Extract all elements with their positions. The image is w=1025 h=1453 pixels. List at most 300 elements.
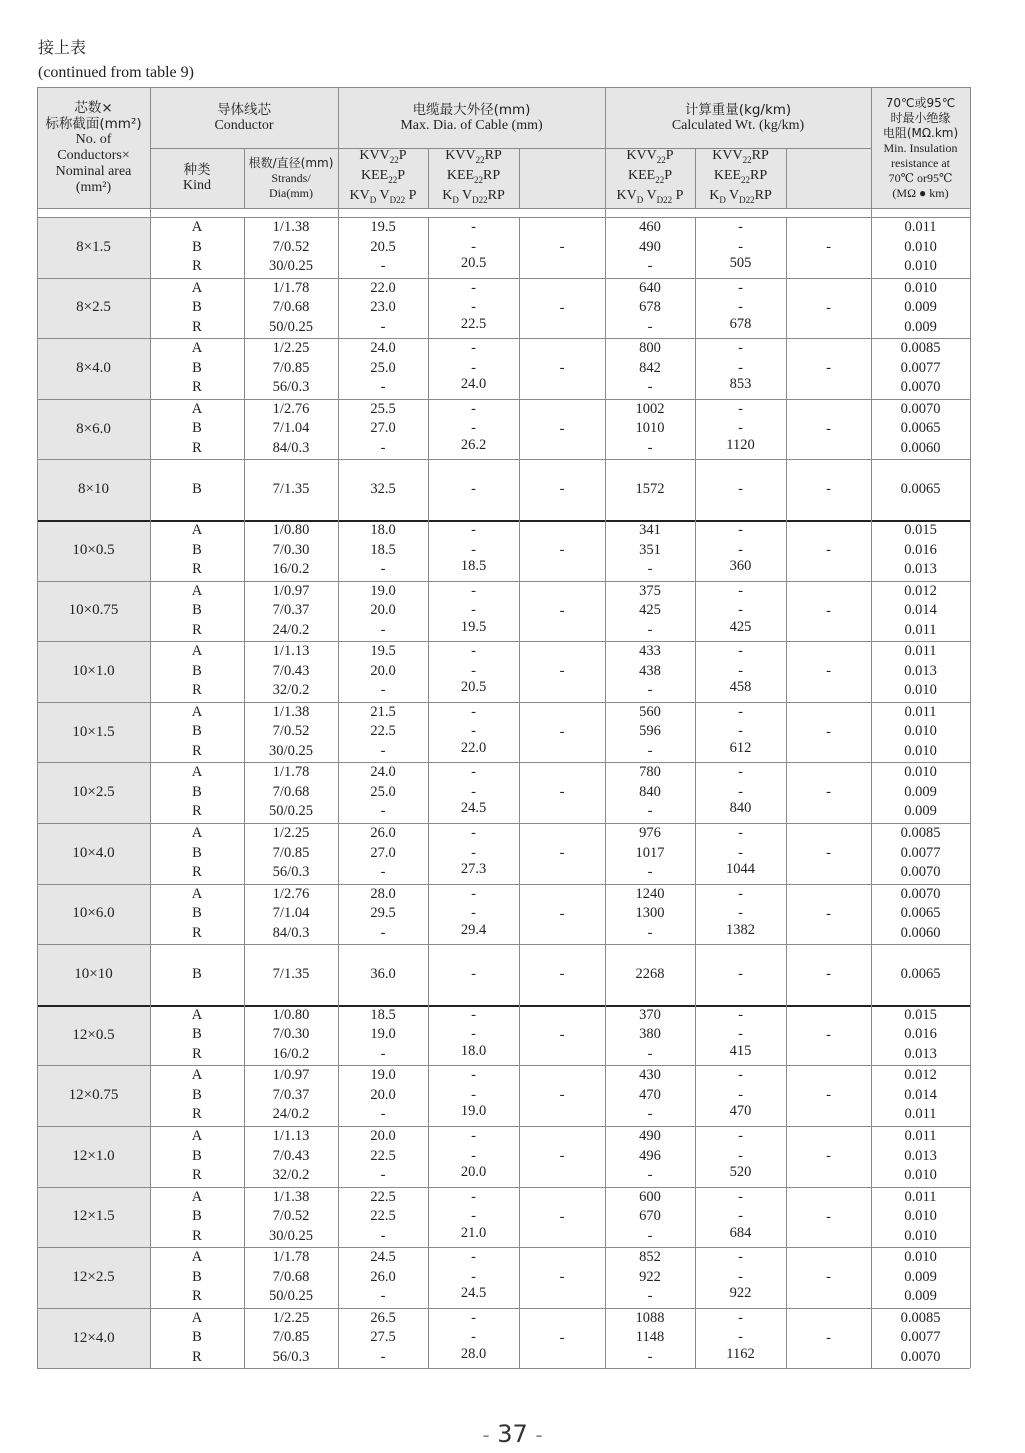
diameter-rp-value: - xyxy=(471,844,476,861)
diameter-extra-value: - xyxy=(559,966,565,983)
strands-value: 7/0.52 xyxy=(272,1208,310,1225)
diameter-p-value: - xyxy=(380,379,386,396)
kind-value: R xyxy=(192,682,202,699)
header-sub-divider xyxy=(150,148,871,149)
strands-value: 1/2.25 xyxy=(272,340,310,357)
weight-extra-value: - xyxy=(826,542,831,558)
row-divider xyxy=(37,338,970,339)
strands-value: 7/1.35 xyxy=(272,966,310,983)
kind-value: R xyxy=(192,1227,202,1244)
diameter-p-value: - xyxy=(380,1288,386,1305)
weight-rp-value: - xyxy=(738,1188,743,1205)
diameter-rp-value: 18.0 xyxy=(460,1042,487,1059)
weight-p-value: 852 xyxy=(639,1249,661,1266)
row-size-label: 10×6.0 xyxy=(72,905,115,922)
column-divider xyxy=(37,87,38,1368)
weight-extra-value: - xyxy=(826,1329,831,1346)
weight-rp-value: - xyxy=(738,219,743,235)
diameter-p-value: - xyxy=(380,1106,386,1123)
diameter-rp-value: - xyxy=(471,1268,476,1285)
strands-value: 7/0.85 xyxy=(272,359,310,376)
header-insulation-4: Min. Insulation xyxy=(883,140,958,155)
insulation-value: 0.010 xyxy=(904,1167,937,1183)
header-size-cn-2: 标称截面(mm²) xyxy=(45,116,142,132)
diameter-p-value: 26.5 xyxy=(370,1309,396,1326)
diameter-p-value: 22.5 xyxy=(370,723,396,740)
diameter-rp-value: - xyxy=(471,1188,476,1205)
insulation-value: 0.013 xyxy=(904,561,937,577)
header-weight-type-rp xyxy=(695,148,786,208)
weight-rp-value: - xyxy=(738,825,743,841)
diameter-rp-value: - xyxy=(471,219,476,235)
weight-rp-value: - xyxy=(738,643,743,660)
diameter-p-value: 19.5 xyxy=(370,219,396,235)
insulation-value: 0.015 xyxy=(904,522,937,538)
diameter-rp-value: 22.0 xyxy=(460,739,487,756)
weight-rp-value: - xyxy=(738,1208,743,1225)
diameter-rp-value: - xyxy=(471,522,476,538)
diameter-rp-value: - xyxy=(471,723,476,740)
weight-p-value: 922 xyxy=(639,1268,661,1285)
weight-rp-value: - xyxy=(738,420,743,437)
kind-value: R xyxy=(192,1348,202,1365)
row-size-label: 8×10 xyxy=(78,481,109,498)
diameter-rp-value: - xyxy=(471,1208,476,1225)
diameter-p-value: - xyxy=(380,924,386,941)
insulation-value: 0.010 xyxy=(904,682,937,699)
header-diameter-en: Max. Dia. of Cable (mm) xyxy=(400,118,543,133)
header-weight-type-rp-1: $KVV_{22}RP$ xyxy=(712,148,769,166)
weight-p-value: - xyxy=(647,1045,653,1062)
diameter-rp-value: - xyxy=(471,764,476,781)
diameter-rp-value: 20.0 xyxy=(460,1164,487,1180)
weight-p-value: 600 xyxy=(639,1188,661,1205)
insulation-value: 0.010 xyxy=(904,279,937,296)
insulation-value: 0.0070 xyxy=(900,400,941,417)
kind-value: R xyxy=(192,1288,202,1305)
weight-p-value: - xyxy=(647,742,653,759)
kind-value: B xyxy=(192,1268,202,1285)
diameter-rp-value: - xyxy=(471,885,476,902)
row-divider xyxy=(37,884,970,885)
weight-rp-value: 678 xyxy=(729,315,752,332)
column-divider xyxy=(695,217,696,1368)
kind-value: A xyxy=(191,885,203,902)
row-size-label: 8×2.5 xyxy=(76,299,111,316)
header-insulation-7: (MΩ ● km) xyxy=(892,185,949,200)
weight-rp-value: - xyxy=(738,340,743,357)
insulation-value: 0.010 xyxy=(904,742,937,759)
diameter-p-value: - xyxy=(380,439,386,456)
diameter-p-value: - xyxy=(380,1348,386,1365)
row-size-label: 10×10 xyxy=(74,965,113,982)
insulation-value: 0.016 xyxy=(904,1026,937,1043)
row-divider xyxy=(37,1005,970,1007)
weight-p-value: 380 xyxy=(639,1026,661,1043)
kind-value: A xyxy=(191,522,203,538)
diameter-extra-value: - xyxy=(559,542,565,558)
strands-value: 30/0.25 xyxy=(269,1227,313,1244)
weight-extra-value: - xyxy=(826,239,831,255)
weight-p-value: - xyxy=(647,1227,653,1244)
insulation-value: 0.0085 xyxy=(900,340,941,357)
weight-p-value: - xyxy=(647,864,653,880)
diameter-rp-value: - xyxy=(471,279,476,296)
insulation-value: 0.0077 xyxy=(900,1329,941,1346)
diameter-extra-value: - xyxy=(559,1148,565,1164)
diameter-rp-value: - xyxy=(471,966,476,983)
diameter-rp-value: 20.5 xyxy=(460,255,487,271)
strands-value: 1/1.78 xyxy=(272,279,310,296)
weight-rp-value: 505 xyxy=(729,255,752,271)
insulation-value: 0.010 xyxy=(904,238,937,255)
strands-value: 7/0.37 xyxy=(272,1086,310,1103)
strands-value: 1/2.76 xyxy=(272,400,310,417)
weight-rp-value: 853 xyxy=(729,376,752,393)
kind-value: A xyxy=(191,1188,203,1205)
column-divider xyxy=(428,148,429,208)
column-divider xyxy=(605,87,606,1368)
diameter-rp-value: - xyxy=(471,1067,476,1084)
diameter-rp-value: - xyxy=(471,703,476,720)
weight-p-value: 341 xyxy=(639,522,661,538)
header-diameter-type-rp-2: $KEE_{22}RP$ xyxy=(446,168,501,185)
column-divider xyxy=(519,148,520,208)
diameter-extra-value: - xyxy=(559,845,565,861)
weight-p-value: 1572 xyxy=(635,481,665,498)
insulation-value: 0.010 xyxy=(904,258,937,274)
diameter-rp-value: - xyxy=(471,1147,476,1164)
weight-rp-value: 1044 xyxy=(726,861,755,877)
weight-rp-value: - xyxy=(738,1268,743,1285)
row-size-label: 10×0.5 xyxy=(72,541,115,558)
weight-p-value: - xyxy=(647,1348,653,1365)
kind-value: B xyxy=(192,602,202,619)
strands-value: 1/2.25 xyxy=(272,1309,310,1326)
diameter-extra-value: - xyxy=(559,784,565,801)
diameter-p-value: 26.0 xyxy=(370,825,396,841)
strands-value: 30/0.25 xyxy=(269,258,313,274)
row-divider xyxy=(37,459,970,460)
row-size-label: 8×1.5 xyxy=(76,238,111,255)
insulation-value: 0.014 xyxy=(904,1086,937,1103)
table-top-border xyxy=(37,87,970,88)
diameter-p-value: 24.0 xyxy=(370,764,396,781)
weight-p-value: 842 xyxy=(639,359,661,376)
insulation-value: 0.009 xyxy=(904,1268,937,1285)
diameter-extra-value: - xyxy=(559,723,565,740)
kind-value: B xyxy=(192,420,202,437)
diameter-p-value: - xyxy=(380,742,386,759)
insulation-value: 0.013 xyxy=(904,1045,937,1062)
diameter-extra-value: - xyxy=(559,239,565,255)
header-diameter-type-p xyxy=(338,148,428,208)
weight-rp-value: - xyxy=(738,582,743,599)
insulation-value: 0.010 xyxy=(904,1249,937,1266)
diameter-p-value: 18.5 xyxy=(370,541,396,558)
header-weight-type-p-3: $KV_D$ $V_{D22}$ P xyxy=(616,187,684,205)
header-conductor-cn: 导体线芯 xyxy=(217,102,271,118)
row-size-label: 10×0.75 xyxy=(68,602,119,619)
row-divider xyxy=(37,1187,970,1188)
weight-p-value: - xyxy=(647,621,653,638)
weight-p-value: - xyxy=(647,258,653,274)
diameter-p-value: - xyxy=(380,1045,386,1062)
weight-rp-value: 1162 xyxy=(726,1345,755,1362)
weight-rp-value: - xyxy=(738,400,743,417)
weight-rp-value: - xyxy=(738,1128,743,1144)
kind-value: A xyxy=(191,582,203,599)
diameter-p-value: - xyxy=(380,258,386,274)
column-divider xyxy=(244,217,245,1368)
diameter-p-value: 19.5 xyxy=(370,643,396,660)
kind-value: B xyxy=(192,1208,202,1225)
strands-value: 7/0.37 xyxy=(272,602,310,619)
header-insulation-1: 70℃或95℃ xyxy=(885,95,956,110)
column-divider xyxy=(150,87,151,1368)
diameter-rp-value: - xyxy=(471,1329,476,1346)
diameter-rp-value: 26.2 xyxy=(460,436,487,453)
weight-p-value: - xyxy=(647,318,653,335)
header-weight-type-p-1: $KVV_{22}P$ xyxy=(626,148,674,166)
weight-extra-value: - xyxy=(826,299,831,316)
weight-extra-value: - xyxy=(826,481,831,498)
insulation-value: 0.0070 xyxy=(900,864,941,880)
diameter-rp-value: - xyxy=(471,238,476,255)
weight-rp-value: - xyxy=(738,662,743,679)
kind-value: R xyxy=(192,318,202,335)
weight-p-value: 460 xyxy=(639,219,661,235)
strands-value: 7/0.85 xyxy=(272,844,310,861)
diameter-rp-value: 21.0 xyxy=(460,1224,487,1241)
diameter-rp-value: - xyxy=(471,783,476,800)
strands-value: 7/0.43 xyxy=(272,1147,310,1164)
strands-value: 1/0.80 xyxy=(272,1006,310,1023)
weight-p-value: 780 xyxy=(639,764,661,781)
diameter-extra-value: - xyxy=(559,360,565,377)
diameter-rp-value: 24.5 xyxy=(460,1285,487,1302)
header-diameter-type-p-1: $KVV_{22}P$ xyxy=(359,148,407,166)
strands-value: 1/1.38 xyxy=(272,219,310,235)
insulation-value: 0.0065 xyxy=(900,481,941,498)
insulation-value: 0.009 xyxy=(904,299,937,316)
kind-value: R xyxy=(192,379,202,396)
weight-p-value: - xyxy=(647,1288,653,1305)
kind-value: B xyxy=(192,1086,202,1103)
header-size-en-2: Conductors× xyxy=(57,148,130,163)
weight-p-value: - xyxy=(647,379,653,396)
kind-value: A xyxy=(191,279,203,296)
strands-value: 1/1.38 xyxy=(272,1188,310,1205)
diameter-rp-value: - xyxy=(471,643,476,660)
insulation-value: 0.0085 xyxy=(900,1309,941,1326)
weight-p-value: 1017 xyxy=(635,844,665,861)
body-top-border xyxy=(37,217,970,218)
weight-extra-value: - xyxy=(826,1208,831,1225)
diameter-rp-value: - xyxy=(471,481,476,498)
diameter-p-value: 28.0 xyxy=(370,885,396,902)
row-size-label: 12×1.5 xyxy=(72,1208,115,1225)
weight-rp-value: - xyxy=(738,299,743,316)
header-diameter-type-rp-1: $KVV_{22}RP$ xyxy=(445,148,502,166)
diameter-rp-value: - xyxy=(471,1128,476,1144)
insulation-value: 0.011 xyxy=(904,703,937,720)
weight-extra-value: - xyxy=(826,905,831,922)
insulation-value: 0.011 xyxy=(904,1128,937,1144)
insulation-value: 0.011 xyxy=(904,1106,937,1123)
strands-value: 7/1.35 xyxy=(272,481,310,498)
weight-rp-value: - xyxy=(738,844,743,861)
page-dash-right: - xyxy=(535,1423,543,1447)
diameter-extra-value: - xyxy=(559,299,565,316)
row-divider xyxy=(37,702,970,703)
strands-value: 1/0.97 xyxy=(272,1067,310,1084)
kind-value: R xyxy=(192,439,202,456)
weight-p-value: - xyxy=(647,803,653,820)
row-divider xyxy=(37,278,970,279)
diameter-p-value: 22.5 xyxy=(370,1147,396,1164)
column-divider xyxy=(428,217,429,1368)
kind-value: A xyxy=(191,1128,203,1144)
weight-p-value: 370 xyxy=(639,1006,661,1023)
header-kind-en: Kind xyxy=(183,178,211,193)
diameter-rp-value: - xyxy=(471,662,476,679)
row-size-label: 12×4.0 xyxy=(72,1329,115,1346)
insulation-value: 0.0070 xyxy=(900,885,941,902)
column-divider xyxy=(338,87,339,1368)
kind-value: A xyxy=(191,1309,203,1326)
weight-rp-value: 470 xyxy=(729,1103,752,1120)
row-size-label: 12×2.5 xyxy=(72,1268,115,1285)
weight-p-value: 640 xyxy=(639,279,661,296)
header-diameter-cn: 电缆最大外径(mm) xyxy=(412,102,531,118)
diameter-p-value: 27.0 xyxy=(370,844,396,861)
diameter-rp-value: 19.5 xyxy=(460,618,487,635)
diameter-rp-value: - xyxy=(471,340,476,357)
insulation-value: 0.009 xyxy=(904,803,937,820)
row-size-label: 8×6.0 xyxy=(76,420,111,437)
header-weight-en: Calculated Wt. (kg/km) xyxy=(671,118,805,133)
weight-extra-value: - xyxy=(826,360,831,377)
insulation-value: 0.015 xyxy=(904,1006,937,1023)
diameter-p-value: 20.0 xyxy=(370,1086,396,1103)
kind-value: B xyxy=(192,299,202,316)
diameter-p-value: 25.5 xyxy=(370,400,396,417)
diameter-p-value: 26.0 xyxy=(370,1268,396,1285)
strands-value: 1/1.78 xyxy=(272,764,310,781)
insulation-value: 0.010 xyxy=(904,1208,937,1225)
diameter-p-value: 20.0 xyxy=(370,602,396,619)
strands-value: 1/1.38 xyxy=(272,703,310,720)
insulation-value: 0.009 xyxy=(904,783,937,800)
header-weight-cn: 计算重量(kg/km) xyxy=(684,102,792,118)
kind-value: B xyxy=(192,1147,202,1164)
kind-value: B xyxy=(192,783,202,800)
diameter-p-value: 18.5 xyxy=(370,1006,396,1023)
strands-value: 7/0.30 xyxy=(272,541,310,558)
header-bottom-border xyxy=(37,208,970,209)
header-size xyxy=(37,88,150,208)
diameter-p-value: 20.0 xyxy=(370,662,396,679)
diameter-rp-value: 24.0 xyxy=(460,376,487,393)
diameter-p-value: 24.0 xyxy=(370,340,396,357)
kind-value: R xyxy=(192,742,202,759)
diameter-p-value: - xyxy=(380,1227,386,1244)
row-size-label: 10×4.0 xyxy=(72,844,115,861)
insulation-value: 0.014 xyxy=(904,602,937,619)
weight-rp-value: - xyxy=(738,541,743,558)
strands-value: 16/0.2 xyxy=(272,561,310,577)
diameter-p-value: 19.0 xyxy=(370,582,396,599)
row-size-label: 12×1.0 xyxy=(72,1147,115,1164)
weight-p-value: 678 xyxy=(639,299,661,316)
kind-value: B xyxy=(192,481,202,498)
header-kind-cn: 种类 xyxy=(183,162,211,178)
kind-value: R xyxy=(192,621,202,638)
insulation-value: 0.0070 xyxy=(900,1348,941,1365)
kind-value: A xyxy=(191,400,203,417)
weight-rp-value: - xyxy=(738,723,743,740)
diameter-rp-value: 22.5 xyxy=(460,315,487,332)
diameter-extra-value: - xyxy=(559,1329,565,1346)
insulation-value: 0.0065 xyxy=(900,966,941,983)
header-kind xyxy=(150,148,244,208)
weight-rp-value: - xyxy=(738,1086,743,1103)
strands-value: 24/0.2 xyxy=(272,1106,310,1123)
weight-p-value: 430 xyxy=(639,1067,661,1084)
table-bottom-border xyxy=(37,1368,970,1369)
column-divider xyxy=(871,87,872,1368)
diameter-extra-value: - xyxy=(559,481,565,498)
insulation-value: 0.0065 xyxy=(900,420,941,437)
strands-value: 30/0.25 xyxy=(269,742,313,759)
row-divider xyxy=(37,762,970,763)
strands-value: 1/0.80 xyxy=(272,522,310,538)
row-divider xyxy=(37,581,970,582)
row-divider xyxy=(37,1247,970,1248)
weight-extra-value: - xyxy=(826,784,831,801)
weight-extra-value: - xyxy=(826,1269,831,1286)
weight-rp-value: 684 xyxy=(729,1224,752,1241)
weight-rp-value: - xyxy=(738,1067,743,1084)
strands-value: 84/0.3 xyxy=(272,924,310,941)
header-insulation-5: resistance at xyxy=(891,155,950,170)
strands-value: 84/0.3 xyxy=(272,439,310,456)
strands-value: 24/0.2 xyxy=(272,621,310,638)
weight-rp-value: 840 xyxy=(729,800,752,817)
diameter-p-value: 23.0 xyxy=(370,299,396,316)
weight-rp-value: - xyxy=(738,602,743,619)
row-size-label: 12×0.5 xyxy=(72,1026,115,1043)
weight-p-value: 976 xyxy=(639,825,661,841)
weight-p-value: 351 xyxy=(639,541,661,558)
kind-value: R xyxy=(192,924,202,941)
row-size-label: 12×0.75 xyxy=(68,1087,119,1104)
diameter-p-value: - xyxy=(380,682,386,699)
weight-rp-value: - xyxy=(738,1249,743,1266)
diameter-rp-value: 27.3 xyxy=(460,861,487,877)
diameter-p-value: 20.0 xyxy=(370,1128,396,1144)
header-diameter-type-rp xyxy=(428,148,519,208)
insulation-value: 0.010 xyxy=(904,1227,937,1244)
weight-p-value: 2268 xyxy=(635,966,665,983)
diameter-p-value: 18.0 xyxy=(370,522,396,538)
kind-value: R xyxy=(192,803,202,820)
header-weight xyxy=(605,88,871,148)
kind-value: B xyxy=(192,541,202,558)
strands-value: 50/0.25 xyxy=(269,318,313,335)
row-size-label: 10×2.5 xyxy=(72,784,115,801)
